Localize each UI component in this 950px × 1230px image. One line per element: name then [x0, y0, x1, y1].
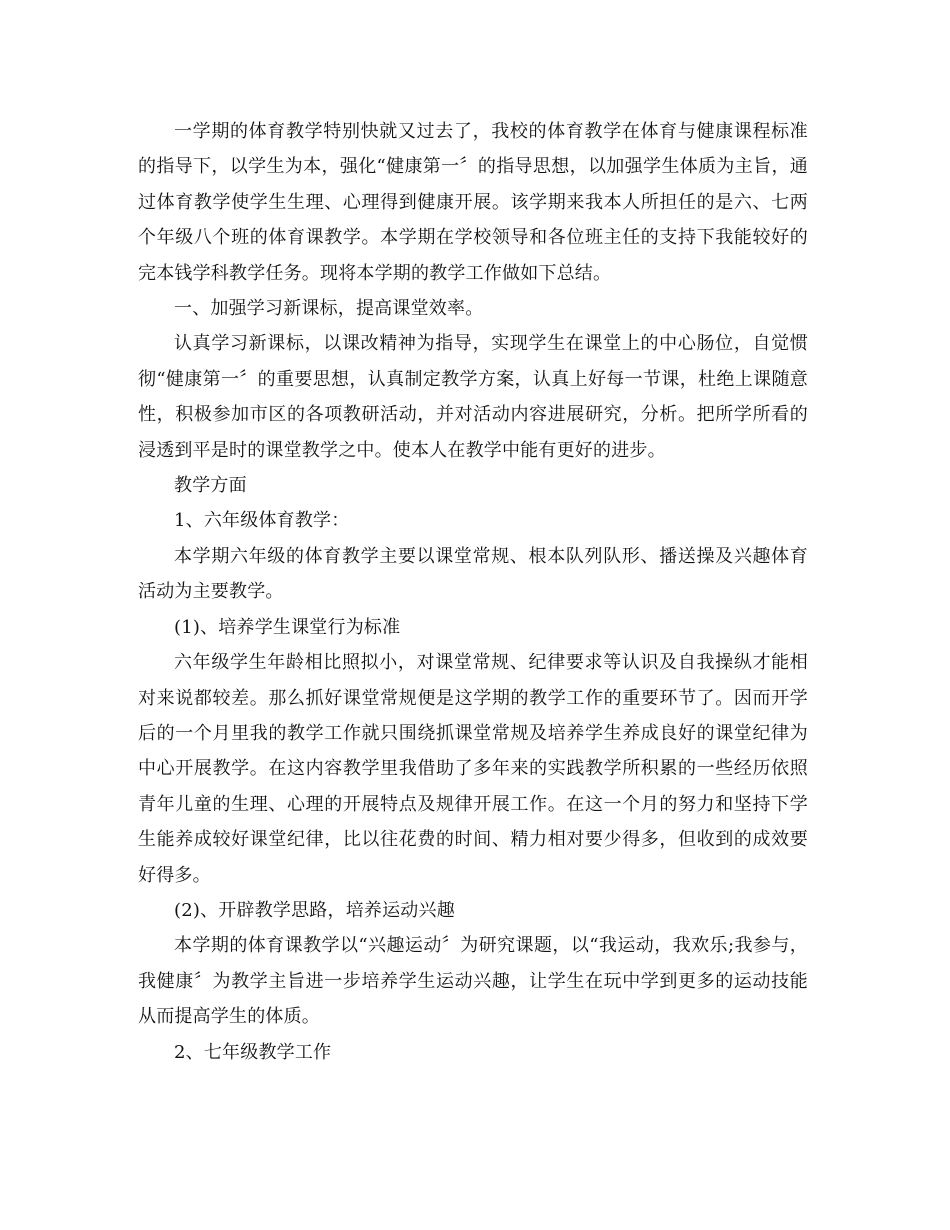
subheading-2: (2)、开辟教学思路，培养运动兴趣 [174, 899, 455, 921]
grade-seven-heading: 2、七年级教学工作 [174, 1041, 332, 1063]
intro-paragraph: 一学期的体育教学特别快就又过去了，我校的体育教学在体育与健康课程标准的指导下，以学生为本，强化“健康第一〞的指导思想，以加强学生体质为主旨，通过体育教学使学生生理、心理得到健康开展。该学期来我本人所担任的是六、七两个年级八个班的体育课教学。本学期在学校领导和各位班主任的支持下我能较好的完本钱学科教学任务。现将本学期的教学工作做如下总结。 [138, 121, 808, 284]
subheading-1: (1)、培养学生课堂行为标准 [174, 616, 401, 638]
grade-six-paragraph: 本学期六年级的体育教学主要以课堂常规、根本队列队形、播送操及兴趣体育活动为主要教学。 [138, 545, 808, 603]
document-body [138, 114, 808, 1070]
section-1-paragraph: 认真学习新课标，以课改精神为指导，实现学生在课堂上的中心肠位，自觉惯彻“健康第一〞的重要思想，认真制定教学方案，认真上好每一节课，杜绝上课随意性，积极参加市区的各项教研活动，并对活动内容进展研究，分析。把所学所看的浸透到平是时的课堂教学之中。使本人在教学中能有更好的进步。 [138, 333, 808, 461]
subheading-1-paragraph: 六年级学生年龄相比照拟小，对课堂常规、纪律要求等认识及自我操纵才能相对来说都较差。那么抓好课堂常规便是这学期的教学工作的重要环节了。因而开学后的一个月里我的教学工作就只围绕抓课堂常规及培养学生养成良好的课堂纪律为中心开展教学。在这内容教学里我借助了多年来的实践教学所积累的一些经历依照青年儿童的生理、心理的开展特点及规律开展工作。在这一个月的努力和坚持下学生能养成较好课堂纪律，比以往花费的时间、精力相对要少得多，但收到的成效要好得多。 [138, 652, 808, 886]
subheading-2-paragraph: 本学期的体育课教学以“兴趣运动〞为研究课题，以“我运动，我欢乐;我参与，我健康〞为教学主旨进一步培养学生运动兴趣，让学生在玩中学到更多的运动技能从而提高学生的体质。 [138, 935, 808, 1028]
teaching-heading: 教学方面 [174, 475, 247, 497]
section-heading-1: 一、加强学习新课标，提高课堂效率。 [174, 298, 484, 320]
grade-six-heading: 1、六年级体育教学： [174, 510, 350, 532]
